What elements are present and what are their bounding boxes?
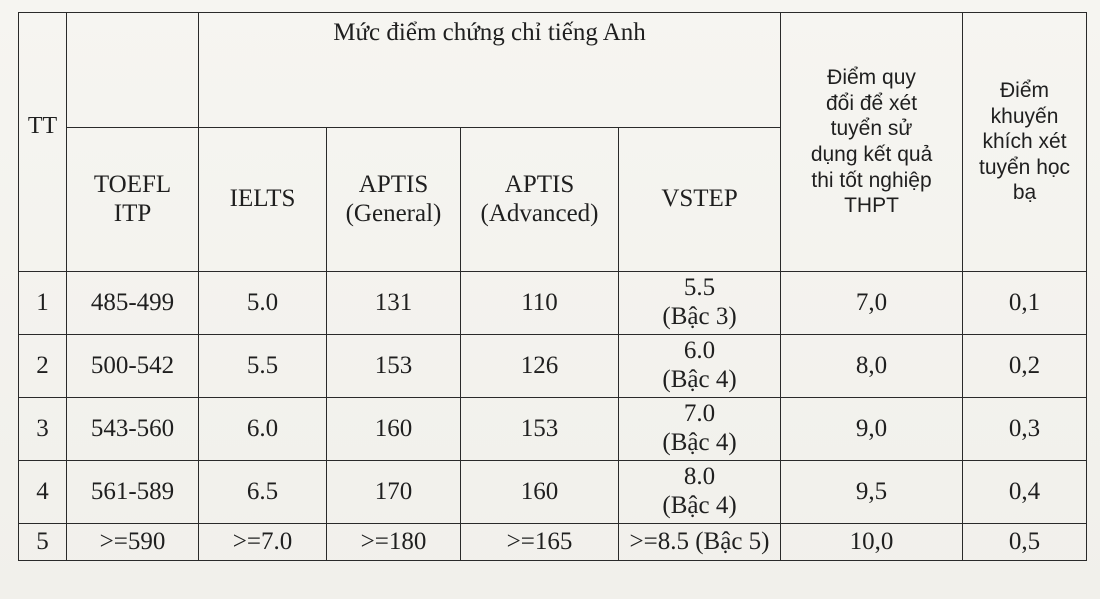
cell-aptis-advanced: 153	[461, 398, 619, 461]
cell-toefl: 543-560	[67, 398, 199, 461]
cell-aptis-general: 153	[327, 335, 461, 398]
cell-ielts: 5.0	[199, 272, 327, 335]
cell-aptis-advanced: 126	[461, 335, 619, 398]
cell-aptis-general: 131	[327, 272, 461, 335]
cell-aptis-advanced: 160	[461, 461, 619, 524]
cell-bonus-score: 0,3	[963, 398, 1087, 461]
header-certificate-group: Mức điểm chứng chỉ tiếng Anh	[199, 13, 781, 128]
cell-bonus-score: 0,1	[963, 272, 1087, 335]
table-row	[19, 461, 1087, 524]
cell-exam-score: 8,0	[781, 335, 963, 398]
cell-ielts: 6.0	[199, 398, 327, 461]
cell-ielts: 5.5	[199, 335, 327, 398]
table-row	[19, 272, 1087, 335]
cell-vstep: >=8.5 (Bậc 5)	[619, 524, 781, 561]
cell-exam-score: 9,0	[781, 398, 963, 461]
cell-toefl: 500-542	[67, 335, 199, 398]
header-row-top	[19, 13, 1087, 128]
table-row	[19, 398, 1087, 461]
header-vstep: VSTEP	[619, 128, 781, 272]
cell-bonus-score: 0,5	[963, 524, 1087, 561]
cell-bonus-score: 0,2	[963, 335, 1087, 398]
header-aptis-advanced: APTIS (Advanced)	[461, 128, 619, 272]
cell-aptis-general: >=180	[327, 524, 461, 561]
cell-vstep: 6.0 (Bậc 4)	[619, 335, 781, 398]
cell-exam-score: 9,5	[781, 461, 963, 524]
table-row	[19, 524, 1087, 561]
cell-tt: 3	[19, 398, 67, 461]
header-blank-cell	[67, 13, 199, 128]
header-toefl-itp: TOEFL ITP	[67, 128, 199, 272]
cell-ielts: >=7.0	[199, 524, 327, 561]
cell-vstep: 5.5 (Bậc 3)	[619, 272, 781, 335]
cell-exam-score: 10,0	[781, 524, 963, 561]
table-row	[19, 335, 1087, 398]
cell-exam-score: 7,0	[781, 272, 963, 335]
cell-toefl: >=590	[67, 524, 199, 561]
cell-ielts: 6.5	[199, 461, 327, 524]
cell-tt: 5	[19, 524, 67, 561]
cell-vstep: 7.0 (Bậc 4)	[619, 398, 781, 461]
header-tt: TT	[19, 13, 67, 272]
cell-aptis-advanced: 110	[461, 272, 619, 335]
english-certificate-score-table	[18, 12, 1087, 561]
cell-aptis-general: 160	[327, 398, 461, 461]
cell-tt: 1	[19, 272, 67, 335]
header-exam-conversion: Điểm quy đổi để xét tuyển sử dụng kết quả thi tốt nghiệp THPT	[781, 13, 963, 272]
cell-aptis-general: 170	[327, 461, 461, 524]
cell-aptis-advanced: >=165	[461, 524, 619, 561]
cell-vstep: 8.0 (Bậc 4)	[619, 461, 781, 524]
cell-toefl: 485-499	[67, 272, 199, 335]
cell-tt: 4	[19, 461, 67, 524]
cell-toefl: 561-589	[67, 461, 199, 524]
cell-tt: 2	[19, 335, 67, 398]
header-bonus-points: Điểm khuyến khích xét tuyển học bạ	[963, 13, 1087, 272]
header-ielts: IELTS	[199, 128, 327, 272]
header-aptis-general: APTIS (General)	[327, 128, 461, 272]
cell-bonus-score: 0,4	[963, 461, 1087, 524]
